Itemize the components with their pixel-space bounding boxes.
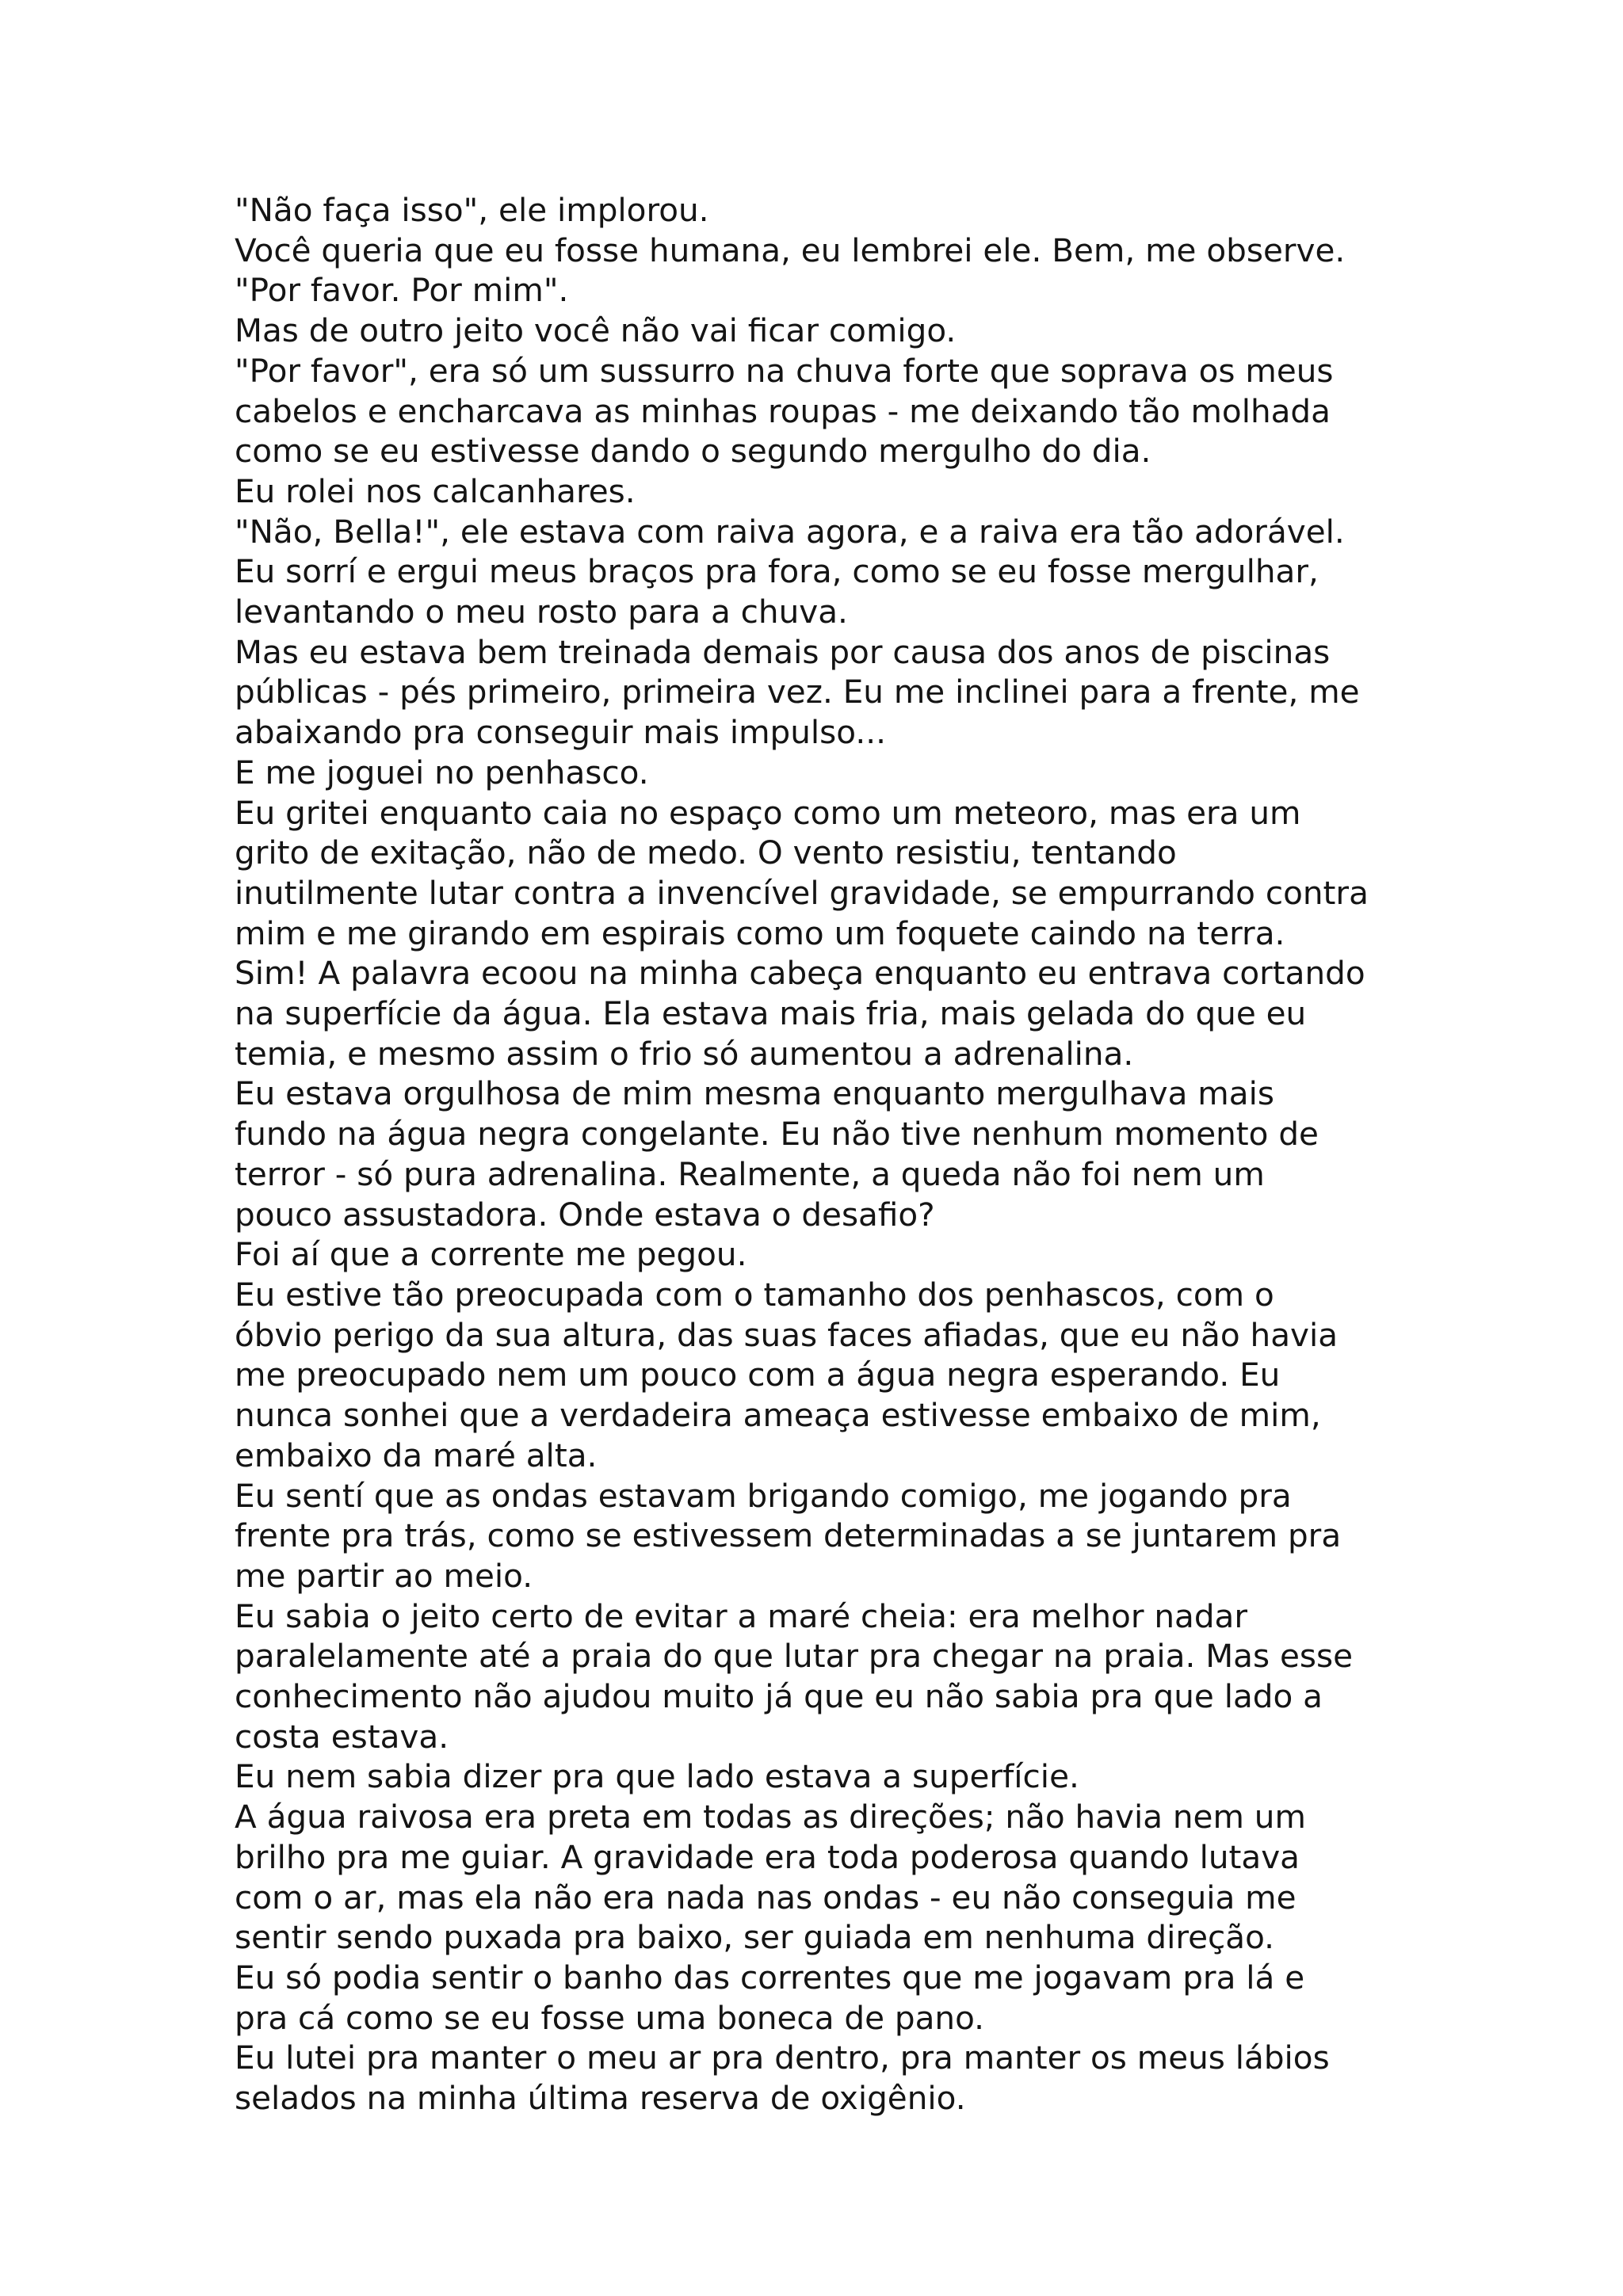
text-line: óbvio perigo da sua altura, das suas faces afiadas, que eu não havia [235, 1315, 1338, 1354]
text-line: me partir ao meio. [235, 1556, 533, 1595]
text-line: fundo na água negra congelante. Eu não tive nenhum momento de [235, 1115, 1319, 1154]
text-line: Você queria que eu fosse humana, eu lembrei ele. Bem, me observe. [235, 231, 1346, 269]
text-line: na superfície da água. Ela estava mais fria, mais gelada do que eu [235, 994, 1307, 1033]
text-line: Sim! A palavra ecoou na minha cabeça enquanto eu entrava cortando [235, 954, 1365, 993]
text-line: Eu só podia sentir o banho das correntes que me jogavam pra lá e [235, 1958, 1305, 1997]
text-line: Eu sorrí e ergui meus braços pra fora, como se eu fosse mergulhar, [235, 552, 1319, 591]
text-line: "Por favor", era só um sussurro na chuva forte que soprava os meus [235, 351, 1334, 390]
text-line: levantando o meu rosto para a chuva. [235, 593, 848, 631]
text-line: Foi aí que a corrente me pegou. [235, 1235, 747, 1274]
text-line: "Não, Bella!", ele estava com raiva agora, e a raiva era tão adorável. [235, 512, 1345, 551]
text-line: sentir sendo puxada pra baixo, ser guiada em nenhuma direção. [235, 1918, 1275, 1957]
text-line: brilho pra me guiar. A gravidade era toda poderosa quando lutava [235, 1837, 1300, 1876]
body-text [235, 190, 1423, 2119]
text-line: Eu lutei pra manter o meu ar pra dentro, pra manter os meus lábios [235, 2039, 1330, 2077]
text-line: abaixando pra conseguir mais impulso... [235, 713, 886, 752]
text-line: frente pra trás, como se estivessem determinadas a se juntarem pra [235, 1516, 1342, 1555]
text-line: Eu sentí que as ondas estavam brigando comigo, me jogando pra [235, 1476, 1292, 1515]
text-line: "Por favor. Por mim". [235, 271, 569, 310]
text-line: nunca sonhei que a verdadeira ameaça estivesse embaixo de mim, [235, 1396, 1321, 1435]
text-line: pouco assustadora. Onde estava o desafio? [235, 1195, 935, 1234]
text-line: mim e me girando em espirais como um foquete caindo na terra. [235, 913, 1285, 952]
text-line: grito de exitação, não de medo. O vento resistiu, tentando [235, 833, 1177, 872]
text-line: Eu estava orgulhosa de mim mesma enquanto mergulhava mais [235, 1074, 1274, 1113]
text-line: paralelamente até a praia do que lutar pra chegar na praia. Mas esse [235, 1637, 1353, 1676]
text-line: costa estava. [235, 1717, 449, 1756]
text-line: me preocupado nem um pouco com a água negra esperando. Eu [235, 1356, 1281, 1394]
text-line: A água raivosa era preta em todas as direções; não havia nem um [235, 1798, 1306, 1836]
text-line: com o ar, mas ela não era nada nas ondas - eu não conseguia me [235, 1878, 1296, 1917]
text-line: selados na minha última reserva de oxigênio. [235, 2079, 966, 2118]
text-line: Mas eu estava bem treinada demais por causa dos anos de piscinas [235, 632, 1331, 671]
text-line: E me joguei no penhasco. [235, 753, 649, 791]
text-line: Eu estive tão preocupada com o tamanho dos penhascos, com o [235, 1275, 1274, 1314]
text-line: como se eu estivesse dando o segundo mergulho do dia. [235, 432, 1151, 471]
text-line: terror - só pura adrenalina. Realmente, a queda não foi nem um [235, 1154, 1265, 1193]
text-line: pra cá como se eu fosse uma boneca de pano. [235, 1998, 985, 2037]
text-line: cabelos e encharcava as minhas roupas - me deixando tão molhada [235, 391, 1331, 430]
text-line: conhecimento não ajudou muito já que eu não sabia pra que lado a [235, 1677, 1323, 1716]
text-line: Eu sabia o jeito certo de evitar a maré cheia: era melhor nadar [235, 1596, 1248, 1635]
text-line: Eu nem sabia dizer pra que lado estava a superfície. [235, 1757, 1079, 1796]
text-line: embaixo da maré alta. [235, 1436, 598, 1474]
text-line: Eu gritei enquanto caia no espaço como um meteoro, mas era um [235, 793, 1301, 832]
text-line: Eu rolei nos calcanhares. [235, 471, 636, 510]
text-line: temia, e mesmo assim o frio só aumentou a adrenalina. [235, 1034, 1134, 1073]
text-line: Mas de outro jeito você não vai ficar comigo. [235, 311, 957, 350]
text-line: inutilmente lutar contra a invencível gravidade, se empurrando contra [235, 873, 1369, 912]
text-line: "Não faça isso", ele implorou. [235, 191, 709, 229]
text-line: públicas - pés primeiro, primeira vez. Eu me inclinei para a frente, me [235, 673, 1360, 711]
